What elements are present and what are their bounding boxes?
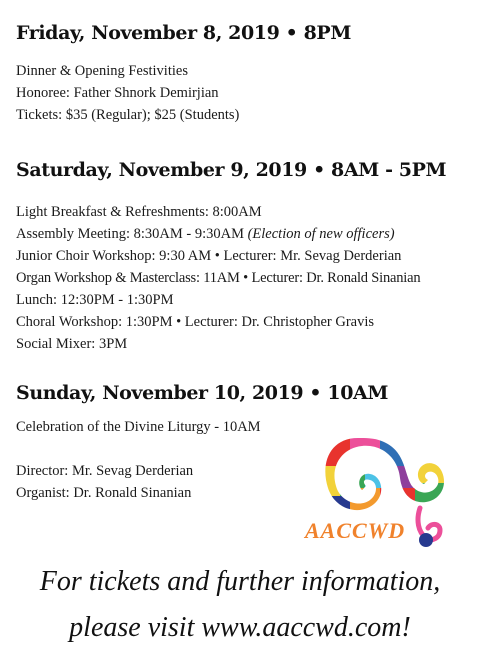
sunday-heading: Sunday, November 10, 2019 • 10AM	[16, 382, 389, 404]
saturday-line: Light Breakfast & Refreshments: 8:00AM	[16, 204, 262, 220]
director-line: Director: Mr. Sevag Derderian	[16, 463, 194, 479]
saturday-line: Lunch: 12:30PM - 1:30PM	[16, 292, 174, 308]
saturday-section	[16, 159, 472, 355]
logo-text: AACCWD	[305, 518, 406, 543]
friday-line: Honoree: Father Shnork Demirjian	[16, 85, 219, 101]
friday-line: Dinner & Opening Festivities	[16, 63, 188, 79]
saturday-line: Junior Choir Workshop: 9:30 AM • Lecturer: Mr. Sevag Derderian	[16, 248, 402, 264]
footer-line-1: For tickets and further information,	[39, 566, 441, 597]
friday-section	[16, 22, 472, 126]
saturday-line: Organ Workshop & Masterclass: 11AM • Lecturer: Dr. Ronald Sinanian	[16, 270, 421, 286]
footer-line-2: please visit www.aaccwd.com!	[69, 612, 411, 643]
sunday-line: Celebration of the Divine Liturgy - 10AM	[16, 419, 261, 435]
saturday-line: Social Mixer: 3PM	[16, 336, 128, 352]
saturday-line	[16, 223, 472, 245]
assembly-text: Assembly Meeting: 8:30AM - 9:30AM	[16, 226, 248, 242]
saturday-line: Choral Workshop: 1:30PM • Lecturer: Dr. Christopher Gravis	[16, 314, 375, 330]
saturday-heading: Saturday, November 9, 2019 • 8AM - 5PM	[16, 159, 447, 181]
friday-heading: Friday, November 8, 2019 • 8PM	[16, 22, 351, 44]
assembly-note: (Election of new officers)	[247, 226, 395, 242]
friday-line: Tickets: $35 (Regular); $25 (Students)	[16, 107, 240, 123]
organist-line: Organist: Dr. Ronald Sinanian	[16, 485, 192, 501]
